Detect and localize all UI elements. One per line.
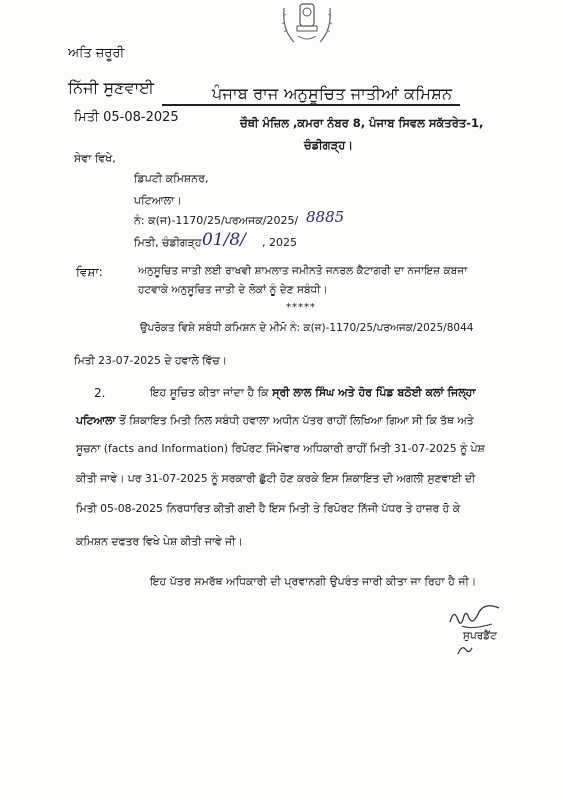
paragraph2-line6: ਕਮਿਸ਼ਨ ਦਫਤਰ ਵਿਖੇ ਪੇਸ਼ ਕੀਤੀ ਜਾਵੇ ਜੀ। (76, 535, 243, 548)
commission-title: ਪੰਜਾਬ ਰਾਜ ਅਨੁਸੂਚਿਤ ਜਾਤੀਆਂ ਕਮਿਸ਼ਨ (212, 84, 453, 103)
paragraph2-line3: ਸੂਚਨਾ (facts and Information) ਰਿਪੋਰਟ ਜਿੰਮੇਵਾਰ ਅਧਿਕਾਰੀ ਰਾਹੀਂ ਮਿਤੀ 31-07-2025 ਨੂੰ ਪੇਸ਼ (76, 442, 485, 455)
paragraph2-line2 (76, 414, 474, 428)
paragraph1-line2: ਮਿਤੀ 23-07-2025 ਦੇ ਹਵਾਲੇ ਵਿੱਚ। (74, 354, 227, 367)
paragraph2-line4: ਕੀਤੀ ਜਾਵੇ। ਪਰ 31-07-2025 ਨੂੰ ਸਰਕਾਰੀ ਛੁੱਟੀ ਹੋਣ ਕਰਕੇ ਇਸ ਸ਼ਿਕਾਇਤ ਦੀ ਅਗਲੀ ਸੁਣਵਾਈ ਦੀ (76, 472, 476, 485)
paragraph3: ਇਹ ਪੱਤਰ ਸਮਰੱਥ ਅਧਿਕਾਰੀ ਦੀ ਪ੍ਰਵਾਨਗੀ ਉਪਰੰਤ ਜਾਰੀ ਕੀਤਾ ਜਾ ਰਿਹਾ ਹੈ ਜੀ। (150, 575, 477, 588)
subject-label: ਵਿਸ਼ਾ: (76, 265, 103, 279)
paragraph2-line5: ਮਿਤੀ 05-08-2025 ਨਿਰਧਾਰਿਤ ਕੀਤੀ ਗਈ ਹੈ ਇਸ ਮਿਤੀ ਤੇ ਰਿਪੋਰਟ ਨਿੱਜੀ ਪੱਧਰ ਤੇ ਹਾਜ਼ਰ ਹੋ ਕੇ (76, 502, 461, 515)
separator: ***** (286, 302, 316, 313)
state-emblem-icon (278, 0, 336, 48)
hearing-type: ਨਿੱਜੀ ਸੁਣਵਾਈ (68, 78, 155, 97)
paragraph1-line1: ਉਪਰੋਕਤ ਵਿਸ਼ੇ ਸਬੰਧੀ ਕਮਿਸ਼ਨ ਦੇ ਮੀਮੋ ਨੰ: ਕ(ਜ)-1170/25/ਪਰਅਜਕ/2025/8044 (140, 322, 474, 334)
paragraph2-line2-text: ਤੋਂ ਸ਼ਿਕਾਇਤ ਮਿਤੀ ਨਿਲ ਸਬੰਧੀ ਹਵਾਲਾ ਅਧੀਨ ਪੱਤਰ ਰਾਹੀਂ ਲਿਖਿਆ ਗਿਆ ਸੀ ਕਿ ਤੱਥ ਅਤੇ (115, 414, 474, 427)
paragraph2-line1-text: ਇਹ ਸੂਚਿਤ ਕੀਤਾ ਜਾਂਦਾ ਹੈ ਕਿ (150, 386, 273, 399)
paragraph2-line1 (150, 386, 476, 400)
addressee-place: ਪਟਿਆਲਾ। (134, 194, 182, 207)
handwritten-dispatch-number: 8885 (306, 208, 345, 226)
subject-line2: ਹਟਵਾਕੇ ਅਨੁਸੂਚਿਤ ਜਾਤੀ ਦੇ ਲੋਕਾਂ ਨੂੰ ਦੇਣ ਸਬੰਧੀ। (138, 284, 328, 296)
paragraph2-number: 2. (94, 386, 106, 400)
complainant-district: ਪਟਿਆਲਾ (76, 414, 116, 427)
complainant-name: ਸ੍ਰੀ ਲਾਲ ਸਿੰਘ ਅਤੇ ਹੋਰ ਪਿੰਡ ਬਠੋਈ ਕਲਾਂ ਜਿਲ੍ਹਾ (272, 386, 476, 399)
reference-date-label: ਮਿਤੀ, ਚੰਡੀਗੜ੍ਹ (134, 236, 202, 249)
addressee-designation: ਡਿਪਟੀ ਕਮਿਸ਼ਨਰ, (134, 172, 209, 185)
signatory-designation: ਸੁਪਰਡੈਂਟ (463, 630, 497, 642)
office-address-line2: ਚੰਡੀਗੜ੍ਹ। (304, 138, 354, 152)
subject-line1: ਅਨੁਸੂਚਿਤ ਜਾਤੀ ਲਈ ਰਾਖਵੀ ਸ਼ਾਮਲਾਤ ਜਮੀਨਤੋ ਜਨਰਲ ਕੈਟਾਗਰੀ ਦਾ ਨਜਾਇਜ਼ ਕਬਜਾ (138, 265, 468, 277)
office-address-line1: ਚੌਥੀ ਮੰਜ਼ਿਲ ,ਕਮਰਾ ਨੰਬਰ 8, ਪੰਜਾਬ ਸਿਵਲ ਸਕੱਤਰੇਤ-1, (240, 116, 484, 130)
reference-number: ਨੰ: ਕ(ਜ)-1170/25/ਪਰਅਜਕ/2025/ (134, 214, 299, 227)
urgent-label: ਅਤਿ ਜ਼ਰੂਰੀ (68, 46, 125, 61)
title-underline (162, 104, 460, 106)
salutation: ਸੇਵਾ ਵਿਖੇ, (74, 152, 116, 165)
handwritten-dispatch-date: 01/8/ (202, 230, 246, 250)
reference-date-year: , 2025 (262, 236, 297, 249)
letter-date: ਮਿਤੀ 05-08-2025 (74, 110, 179, 125)
